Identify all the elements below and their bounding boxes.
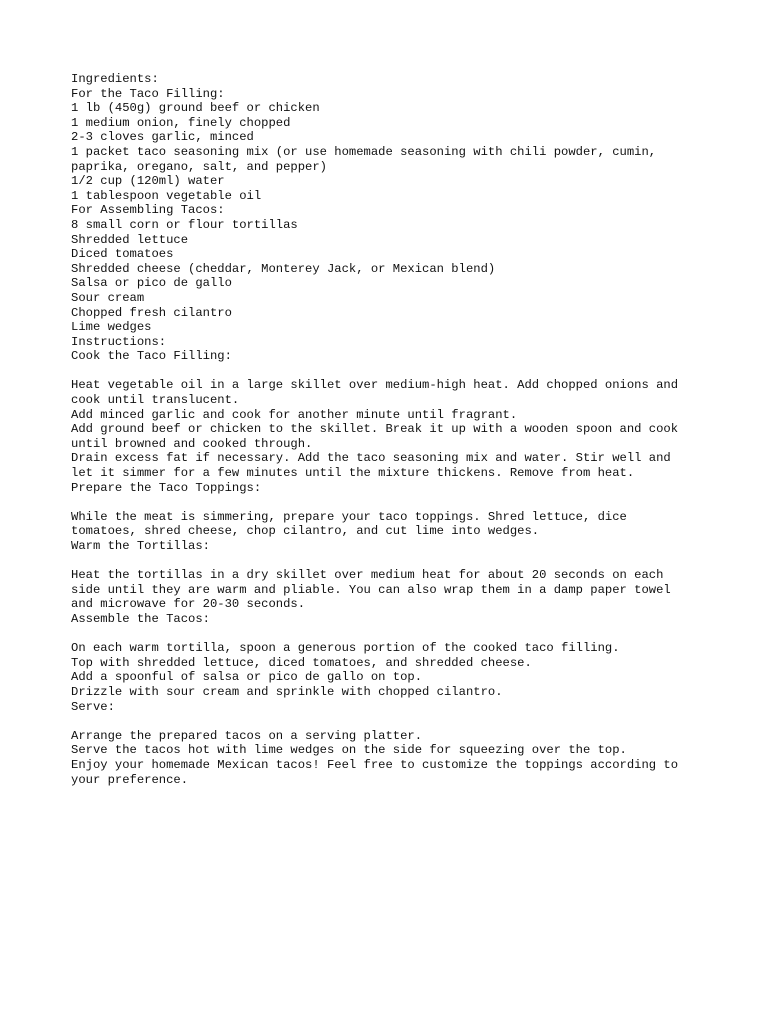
text-line: cook until translucent. bbox=[71, 393, 240, 408]
text-line: Heat the tortillas in a dry skillet over medium heat for about 20 seconds on each bbox=[71, 568, 664, 583]
text-line: Ingredients: bbox=[71, 72, 159, 86]
document-body bbox=[71, 72, 711, 787]
text-line bbox=[71, 627, 711, 642]
text-line bbox=[71, 364, 711, 379]
text-line: and microwave for 20-30 seconds. bbox=[71, 597, 306, 612]
text-line: let it simmer for a few minutes until the mixture thickens. Remove from heat. bbox=[71, 466, 635, 481]
text-line bbox=[71, 714, 711, 729]
text-line: For the Taco Filling: bbox=[71, 86, 225, 101]
text-line: Chopped fresh cilantro bbox=[71, 305, 232, 320]
text-line: Cook the Taco Filling: bbox=[71, 349, 232, 364]
text-line: Serve: bbox=[71, 699, 115, 714]
text-line: Heat vegetable oil in a large skillet over medium-high heat. Add chopped onions and bbox=[71, 378, 679, 393]
text-line: Add minced garlic and cook for another minute until fragrant. bbox=[71, 407, 518, 422]
text-line: tomatoes, shred cheese, chop cilantro, and cut lime into wedges. bbox=[71, 524, 540, 539]
text-line: Shredded cheese (cheddar, Monterey Jack, or Mexican blend) bbox=[71, 261, 496, 276]
text-line: Lime wedges bbox=[71, 320, 152, 335]
text-line: Shredded lettuce bbox=[71, 232, 189, 247]
text-line: Add ground beef or chicken to the skillet. Break it up with a wooden spoon and cook bbox=[71, 422, 679, 437]
text-line: 1 packet taco seasoning mix (or use homemade seasoning with chili powder, cumin, bbox=[71, 144, 657, 159]
text-line: Top with shredded lettuce, diced tomatoes, and shredded cheese. bbox=[71, 655, 532, 670]
text-line: 1 lb (450g) ground beef or chicken bbox=[71, 101, 320, 116]
text-line: 1/2 cup (120ml) water bbox=[71, 174, 225, 189]
text-line: Sour cream bbox=[71, 290, 145, 305]
text-line: Drizzle with sour cream and sprinkle with chopped cilantro. bbox=[71, 684, 503, 699]
text-line: Instructions: bbox=[71, 334, 167, 349]
text-line: your preference. bbox=[71, 772, 189, 787]
text-line: For Assembling Tacos: bbox=[71, 203, 225, 218]
text-line: Prepare the Taco Toppings: bbox=[71, 480, 262, 495]
text-line: Diced tomatoes bbox=[71, 247, 174, 262]
text-line: While the meat is simmering, prepare your taco toppings. Shred lettuce, dice bbox=[71, 509, 627, 524]
text-line: side until they are warm and pliable. You can also wrap them in a damp paper towel bbox=[71, 582, 671, 597]
text-line: Serve the tacos hot with lime wedges on the side for squeezing over the top. bbox=[71, 743, 627, 758]
text-line bbox=[71, 554, 711, 569]
text-line: Enjoy your homemade Mexican tacos! Feel free to customize the toppings according to bbox=[71, 757, 679, 772]
text-line: until browned and cooked through. bbox=[71, 436, 313, 451]
text-line: 1 tablespoon vegetable oil bbox=[71, 188, 262, 203]
text-line: paprika, oregano, salt, and pepper) bbox=[71, 159, 327, 174]
text-line: 8 small corn or flour tortillas bbox=[71, 217, 298, 232]
text-line: On each warm tortilla, spoon a generous portion of the cooked taco filling. bbox=[71, 641, 620, 656]
text-line: Add a spoonful of salsa or pico de gallo on top. bbox=[71, 670, 423, 685]
text-line bbox=[71, 495, 711, 510]
text-line: Warm the Tortillas: bbox=[71, 539, 210, 553]
text-line: 2-3 cloves garlic, minced bbox=[71, 130, 254, 145]
text-line: Drain excess fat if necessary. Add the taco seasoning mix and water. Stir well and bbox=[71, 451, 671, 466]
text-line: Salsa or pico de gallo bbox=[71, 276, 232, 291]
text-line: Assemble the Tacos: bbox=[71, 611, 210, 626]
text-line: 1 medium onion, finely chopped bbox=[71, 115, 291, 130]
text-line: Arrange the prepared tacos on a serving platter. bbox=[71, 728, 423, 743]
